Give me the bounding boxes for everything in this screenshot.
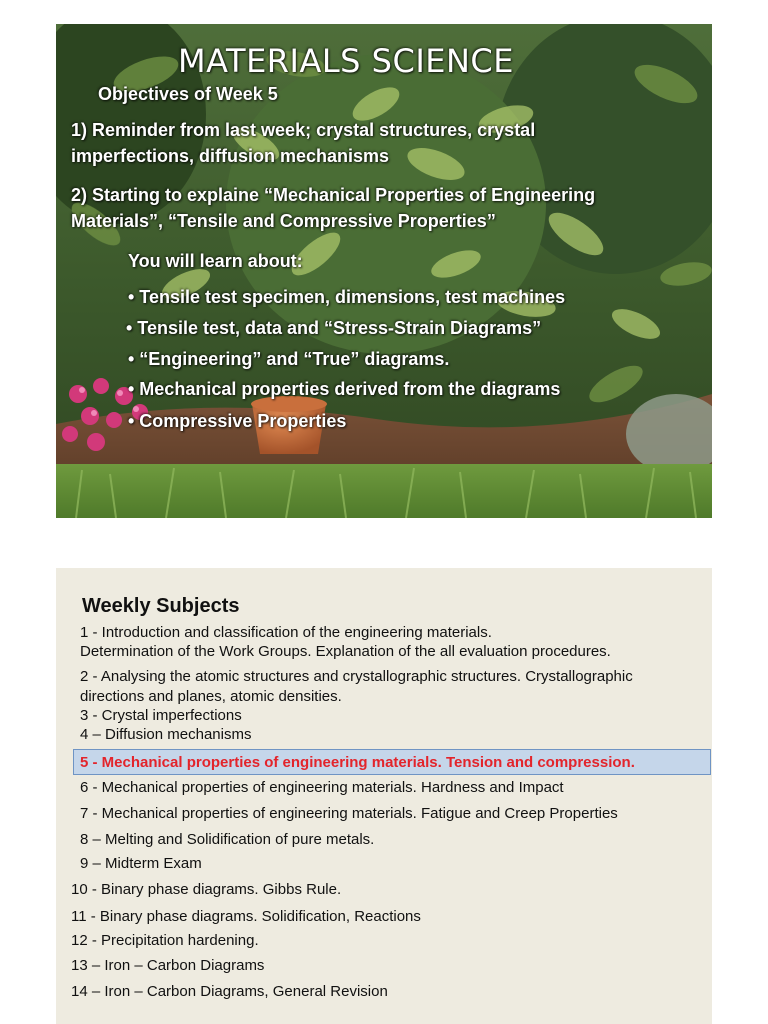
- subject-line: directions and planes, atomic densities.: [80, 688, 342, 705]
- subject-line: 11 - Binary phase diagrams. Solidification, Reactions: [71, 908, 421, 925]
- subject-line: 4 – Diffusion mechanisms: [80, 726, 252, 743]
- subject-line: 8 – Melting and Solidification of pure metals.: [80, 831, 375, 848]
- learn-bullet: • “Engineering” and “True” diagrams.: [128, 349, 450, 369]
- subject-line-current: 5 - Mechanical properties of engineering materials. Tension and compression.: [80, 754, 635, 771]
- subject-line: 6 - Mechanical properties of engineering materials. Hardness and Impact: [80, 779, 564, 796]
- subject-line: 10 - Binary phase diagrams. Gibbs Rule.: [71, 881, 342, 898]
- subject-line: 2 - Analysing the atomic structures and crystallographic structures. Crystallographic: [80, 668, 633, 685]
- slide-title: MATERIALS SCIENCE: [178, 42, 514, 80]
- learn-bullet: • Mechanical properties derived from the diagrams: [128, 379, 561, 399]
- objective-2-line-2: Materials”, “Tensile and Compressive Properties”: [71, 211, 496, 231]
- weekly-subjects-heading: Weekly Subjects: [82, 595, 240, 617]
- learn-bullet: • Tensile test, data and “Stress-Strain Diagrams”: [126, 318, 542, 338]
- slide-subtitle: Objectives of Week 5: [98, 84, 278, 104]
- objective-1-line-2: imperfections, diffusion mechanisms: [71, 146, 390, 166]
- learn-bullet: • Compressive Properties: [128, 411, 347, 431]
- objectives-slide: [56, 24, 712, 518]
- subject-line: 3 - Crystal imperfections: [80, 707, 242, 724]
- objective-1-line-1: 1) Reminder from last week; crystal structures, crystal: [71, 120, 536, 140]
- objective-2-line-1: 2) Starting to explaine “Mechanical Properties of Engineering: [71, 185, 596, 205]
- subject-line: 9 – Midterm Exam: [80, 855, 202, 872]
- subject-line: 1 - Introduction and classification of the engineering materials.: [80, 624, 492, 641]
- subject-line: 13 – Iron – Carbon Diagrams: [71, 957, 265, 974]
- subject-line: Determination of the Work Groups. Explanation of the all evaluation procedures.: [80, 643, 611, 660]
- learn-bullet: • Tensile test specimen, dimensions, test machines: [128, 287, 566, 307]
- subject-line: 7 - Mechanical properties of engineering materials. Fatigue and Creep Properties: [80, 805, 618, 822]
- learn-intro: You will learn about:: [128, 251, 303, 271]
- subject-line: 14 – Iron – Carbon Diagrams, General Revision: [71, 983, 388, 1000]
- weekly-subjects-slide: [56, 568, 712, 1024]
- subject-line: 12 - Precipitation hardening.: [71, 932, 259, 949]
